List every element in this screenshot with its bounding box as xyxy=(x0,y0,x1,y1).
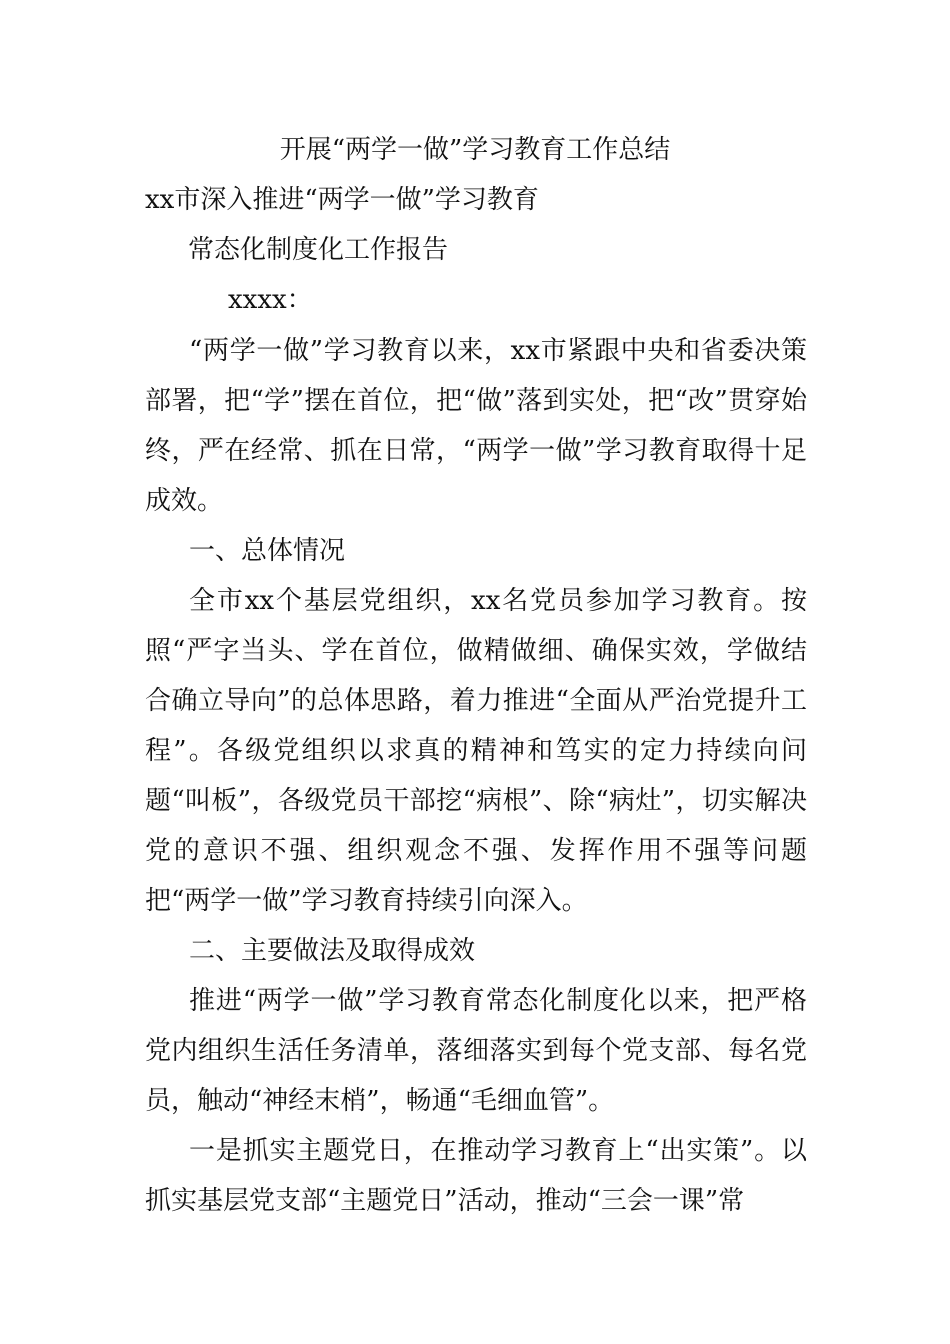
paragraph-overview: 全市xx个基层党组织，xx名党员参加学习教育。按照“严字当头、学在首位，做精做细、确保实效，学做结合确立导向”的总体思路，着力推进“全面从严治党提升工程”。各级党组织以求真的精神和笃实的定力持续向问题“叫板”，各级党员干部挖“病根”、除“病灶”，切实解决党的意识不强、组织观念不强、发挥作用不强等问题把“两学一做”学习教育持续引向深入。 xyxy=(145,586,807,916)
salutation: xxxx： xyxy=(228,285,313,315)
paragraph-practices: 推进“两学一做”学习教育常态化制度化以来，把严格党内组织生活任务清单，落细落实到每个党支部、每名党员，触动“神经末梢”，畅通“毛细血管”。 xyxy=(145,986,807,1116)
report-subtitle-line-2: 常态化制度化工作报告 xyxy=(188,235,449,265)
report-subtitle-line-1: xx市深入推进“两学一做”学习教育 xyxy=(145,185,539,215)
section-heading-overview: 一、总体情况 xyxy=(189,536,346,566)
paragraph-intro: “两学一做”学习教育以来，xx市紧跟中央和省委决策部署，把“学”摆在首位，把“做”落到实处，把“改”贯穿始终，严在经常、抓在日常，“两学一做”学习教育取得十足成效。 xyxy=(145,336,807,516)
document-title: 开展“两学一做”学习教育工作总结 xyxy=(279,135,671,165)
section-heading-practices: 二、主要做法及取得成效 xyxy=(189,936,476,966)
paragraph-item-one: 一是抓实主题党日，在推动学习教育上“出实策”。以抓实基层党支部“主题党日”活动，推动“三会一课”常 xyxy=(145,1136,807,1216)
